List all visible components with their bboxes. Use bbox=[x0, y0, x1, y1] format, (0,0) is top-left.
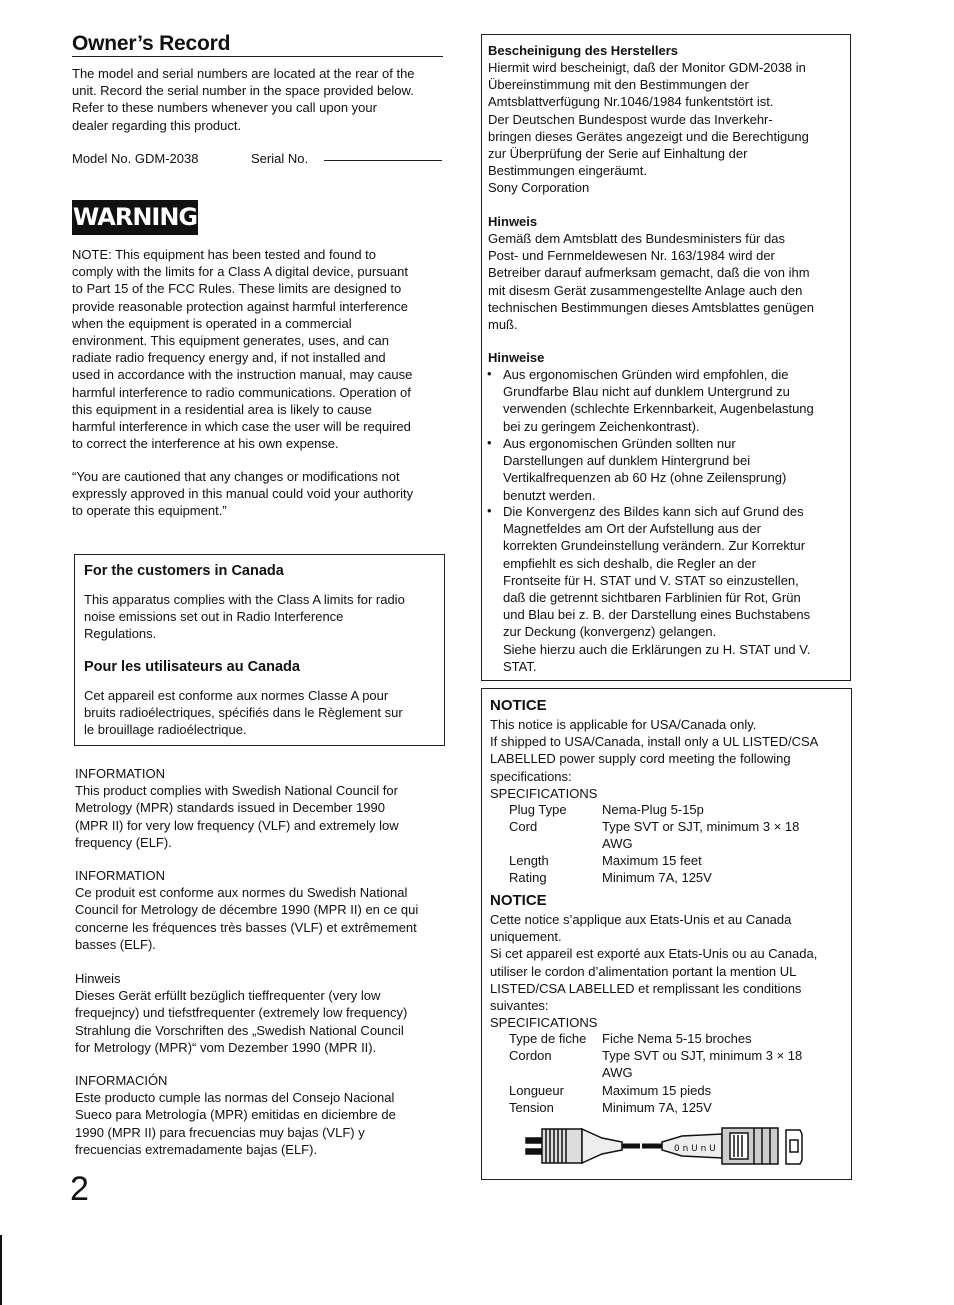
hinweise-item-3: Die Konvergenz des Bildes kann sich auf Grund des Magnetfeldes am Ort der Aufstellung aus der korrekten Grundeinstellung verändern. Zur Korrektur empfiehlt es sich deshalb, die Regler an der Frontseite für H. STAT und V. STAT so einzustellen, daß die getrennt sichtbaren Farblinien für Rot, Grün und Blau bei z. B. der Darstellung eines Buchstabens zur Deckung (konvergenz) gelangen. Siehe hierzu auch die Erklärungen zu H. STAT und V. STAT. bbox=[503, 504, 811, 674]
svg-text:0 n U n U: 0 n U n U bbox=[674, 1144, 716, 1154]
spec-label: Longueur bbox=[509, 1083, 564, 1098]
owners-record-title: Owner’s Record bbox=[72, 32, 231, 55]
spec-value: Maximum 15 pieds bbox=[602, 1083, 712, 1098]
page-edge-mark bbox=[0, 1235, 2, 1305]
model-number-label: Model No. GDM-2038 bbox=[72, 151, 199, 166]
owners-record-paragraph: The model and serial numbers are located at the rear of the unit. Record the serial number in the space provided below. Refer to these numbers whenever you call upon your dealer regarding this product. bbox=[72, 66, 415, 133]
page-number: 2 bbox=[70, 1170, 89, 1208]
spec-label: Length bbox=[509, 853, 549, 868]
power-cord-illustration bbox=[522, 1122, 812, 1170]
spec-value: Type SVT ou SJT, minimum 3 × 18 bbox=[602, 1048, 803, 1063]
hinweis-heading: Hinweis bbox=[488, 214, 538, 229]
spec-label: Tension bbox=[509, 1100, 554, 1115]
spec-label: Plug Type bbox=[509, 802, 567, 817]
spec-label: Cordon bbox=[509, 1048, 552, 1063]
title-rule bbox=[72, 56, 443, 57]
information-fr: INFORMATION Ce produit est conforme aux normes du Swedish National Council for Metrology de décembre 1990 (MPR II) en ce qui concerne les fréquences très basses (VLF) et extrêmement basses (ELF). bbox=[75, 868, 419, 952]
spec-value: Type SVT or SJT, minimum 3 × 18 bbox=[602, 819, 800, 834]
bescheinigung-heading: Bescheinigung des Herstellers bbox=[488, 43, 679, 58]
spec-value: AWG bbox=[602, 1065, 633, 1080]
information-de: Hinweis Dieses Gerät erfüllt bezüglich tieffrequenter (very low frequejncy) und tiefstfrequenter (extremely low frequency) Strahlung die Vorschriften des „Swedish National Council for Metrology (MPR)“ vom Dezember 1990 (MPR II). bbox=[75, 971, 408, 1055]
canada-fr-text: Cet appareil est conforme aux normes Classe A pour bruits radioélectriques, spécifiés dans le Règlement sur le brouillage radioélectrique. bbox=[84, 688, 403, 738]
bullet-icon: • bbox=[487, 435, 492, 450]
information-en: INFORMATION This product complies with Swedish National Council for Metrology (MPR) standards issued in December 1990 (MPR II) for very low frequency (VLF) and extremely low frequency (ELF). bbox=[75, 766, 399, 850]
notice-fr-heading: NOTICE bbox=[490, 892, 547, 909]
spec-value: AWG bbox=[602, 836, 633, 851]
bullet-icon: • bbox=[487, 366, 492, 381]
hinweis-text: Gemäß dem Amtsblatt des Bundesministers für das Post- und Fernmeldewesen Nr. 163/1984 wird der Betreiber darauf aufmerksam gemacht, daß die von ihm mit disesm Gerät zusammengestellte Anlage auch den technischen Bestimmungen dieses Amtsblattes genügen muß. bbox=[488, 231, 814, 333]
spec-value: Minimum 7A, 125V bbox=[602, 870, 712, 885]
bullet-icon: • bbox=[487, 503, 492, 518]
connector-icon bbox=[642, 1128, 802, 1164]
fcc-caution: “You are cautioned that any changes or modifications not expressly approved in this manual could void your authority to operate this equipment.” bbox=[72, 469, 414, 519]
spec-value: Fiche Nema 5-15 broches bbox=[602, 1031, 752, 1046]
notice-en-heading: NOTICE bbox=[490, 697, 547, 714]
spec-label: Rating bbox=[509, 870, 547, 885]
spec-value: Nema-Plug 5-15p bbox=[602, 802, 704, 817]
serial-number-label: Serial No. bbox=[251, 151, 309, 166]
canada-en-text: This apparatus complies with the Class A limits for radio noise emissions set out in Radio Interference Regulations. bbox=[84, 592, 405, 642]
spec-label: Type de fiche bbox=[509, 1031, 587, 1046]
hinweise-item-1: Aus ergonomischen Gründen wird empfohlen, die Grundfarbe Blau nicht auf dunklem Untergrund zu verwenden (schlechte Erkennbarkeit, Augenbelastung bei zu geringem Zeichenkontrast). bbox=[503, 367, 814, 434]
plug-icon bbox=[526, 1129, 640, 1163]
serial-number-blank bbox=[324, 160, 442, 161]
spec-value: Maximum 15 feet bbox=[602, 853, 702, 868]
fcc-note: NOTE: This equipment has been tested and found to comply with the limits for a Class A digital device, pursuant to Part 15 of the FCC Rules. These limits are designed to provide reasonable protection against harmful interference when the equipment is operated in a commercial environment. This equipment generates, uses, and can radiate radio frequency energy and, if not installed and used in accordance with the instruction manual, may cause harmful interference to radio communications. Operation of this equipment in a residential area is likely to cause harmful interference in which case the user will be required to correct the interference at his own expense. bbox=[72, 247, 413, 452]
notice-en-text: This notice is applicable for USA/Canada only. If shipped to USA/Canada, install only a UL LISTED/CSA LABELLED power supply cord meeting the following specifications: SPECIFICATIONS bbox=[490, 717, 819, 801]
spec-value: Minimum 7A, 125V bbox=[602, 1100, 712, 1115]
warning-badge: WARNING bbox=[72, 200, 198, 235]
hinweise-heading: Hinweise bbox=[488, 350, 545, 365]
information-es: INFORMACIÓN Este producto cumple las normas del Consejo Nacional Sueco para Metrología (MPR) emitidas en diciembre de 1990 (MPR II) para frecuencias muy bajas (VLF) y frecuencias extremadamente bajas (ELF). bbox=[75, 1073, 396, 1157]
spec-label: Cord bbox=[509, 819, 538, 834]
bescheinigung-text: Hiermit wird bescheinigt, daß der Monitor GDM-2038 in Übereinstimmung mit den Bestimmungen der Amtsblattverfügung Nr.1046/1984 funkentstört ist. Der Deutschen Bundespost wurde das Inverkehr- bringen dieses Gerätes angezeigt und die Berechtigung zur Überprüfung der Serie auf Einhaltung der Bestimmungen eingeräumt. Sony Corporation bbox=[488, 60, 809, 196]
canada-fr-heading: Pour les utilisateurs au Canada bbox=[84, 659, 300, 675]
canada-en-heading: For the customers in Canada bbox=[84, 563, 284, 579]
notice-fr-text: Cette notice s’applique aux Etats-Unis et au Canada uniquement. Si cet appareil est exporté aux Etats-Unis ou au Canada, utiliser le cordon d’alimentation portant la mention UL LISTED/CSA LABELLED et remplissant les conditions suivantes: SPECIFICATIONS bbox=[490, 912, 818, 1031]
hinweise-item-2: Aus ergonomischen Gründen sollten nur Darstellungen auf dunklem Hintergrund bei Vertikalfrequenzen ab 60 Hz (ohne Zeilensprung) benutzt werden. bbox=[503, 436, 787, 503]
